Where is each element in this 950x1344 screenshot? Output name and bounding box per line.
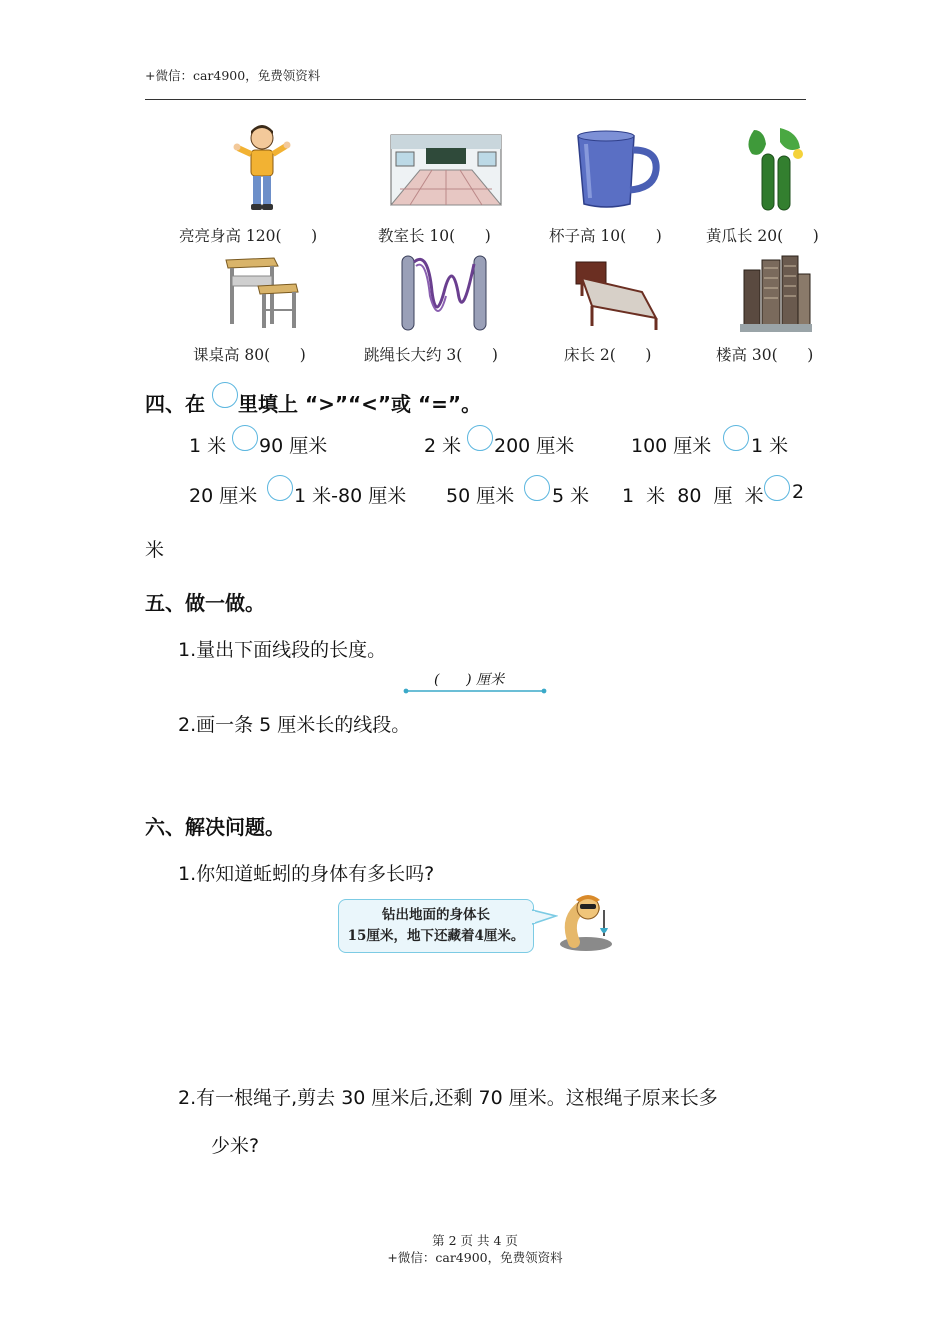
jump-rope-icon (398, 252, 490, 334)
section5-title: 五、做一做。 (145, 591, 265, 615)
caption-cup-height: 杯子高 10( ) (549, 227, 662, 245)
caption-cucumber-length: 黄瓜长 20( ) (706, 227, 819, 245)
compare-circle-3[interactable] (723, 425, 749, 451)
section6-item2-line2: 少米? (211, 1135, 260, 1157)
compare-3-right: 1 米 (751, 435, 789, 457)
section5-item2: 2.画一条 5 厘米长的线段。 (178, 714, 411, 736)
compare-circle-1[interactable] (232, 425, 258, 451)
classroom-icon (390, 134, 502, 206)
segment-length-blank: ( ) 厘米 (434, 672, 505, 688)
boy-figure-icon (232, 122, 292, 214)
cup-icon (572, 128, 662, 210)
caption-classroom-length: 教室长 10( ) (378, 227, 491, 245)
section4-title-end: 里填上 “>”“<”或 “=”。 (238, 392, 482, 416)
desk-icon (222, 252, 300, 334)
section6-item1: 1.你知道蚯蚓的身体有多长吗? (178, 863, 435, 885)
caption-boy-height: 亮亮身高 120( ) (179, 227, 318, 245)
bubble-line-1: 钻出地面的身体长 (382, 907, 490, 923)
compare-1-left: 1 米 (189, 435, 227, 457)
header-text: +微信：car4900，免费领资料 (145, 68, 321, 83)
compare-circle-example (212, 382, 238, 408)
footer-text: +微信：car4900，免费领资料 (387, 1250, 563, 1265)
compare-6-wrap: 米 (145, 539, 165, 561)
header-divider (145, 99, 806, 100)
compare-6-left: 1 米 80 厘 米 (622, 485, 764, 507)
earthworm-icon (556, 892, 616, 954)
compare-circle-2[interactable] (467, 425, 493, 451)
section6-title: 六、解决问题。 (145, 815, 285, 839)
compare-circle-6[interactable] (764, 475, 790, 501)
bubble-tail (532, 908, 558, 928)
bubble-line-2: 15厘米，地下还藏着4厘米。 (347, 928, 525, 944)
caption-building-height: 楼高 30( ) (716, 346, 814, 364)
compare-4-left: 20 厘米 (189, 485, 258, 507)
caption-rope-length: 跳绳长大约 3( ) (364, 346, 498, 364)
compare-3-left: 100 厘米 (631, 435, 712, 457)
compare-4-right: 1 米-80 厘米 (294, 485, 407, 507)
compare-5-left: 50 厘米 (446, 485, 515, 507)
earthworm-speech-bubble (338, 899, 534, 953)
line-segment (402, 686, 548, 696)
bed-icon (572, 256, 664, 332)
compare-circle-5[interactable] (524, 475, 550, 501)
compare-circle-4[interactable] (267, 475, 293, 501)
cucumber-icon (740, 124, 810, 214)
caption-bed-length: 床长 2( ) (564, 346, 652, 364)
caption-desk-height: 课桌高 80( ) (193, 346, 306, 364)
section5-item1: 1.量出下面线段的长度。 (178, 639, 387, 661)
compare-2-left: 2 米 (424, 435, 462, 457)
compare-5-right: 5 米 (552, 485, 590, 507)
section4-title-start: 四、在 (145, 392, 205, 416)
section6-item2-line1: 2.有一根绳子,剪去 30 厘米后,还剩 70 厘米。这根绳子原来长多 (178, 1087, 718, 1109)
compare-1-right: 90 厘米 (259, 435, 328, 457)
building-icon (740, 254, 812, 332)
footer-page-number: 第 2 页 共 4 页 (432, 1233, 518, 1248)
compare-6-right: 2 (792, 481, 805, 503)
compare-2-right: 200 厘米 (494, 435, 575, 457)
